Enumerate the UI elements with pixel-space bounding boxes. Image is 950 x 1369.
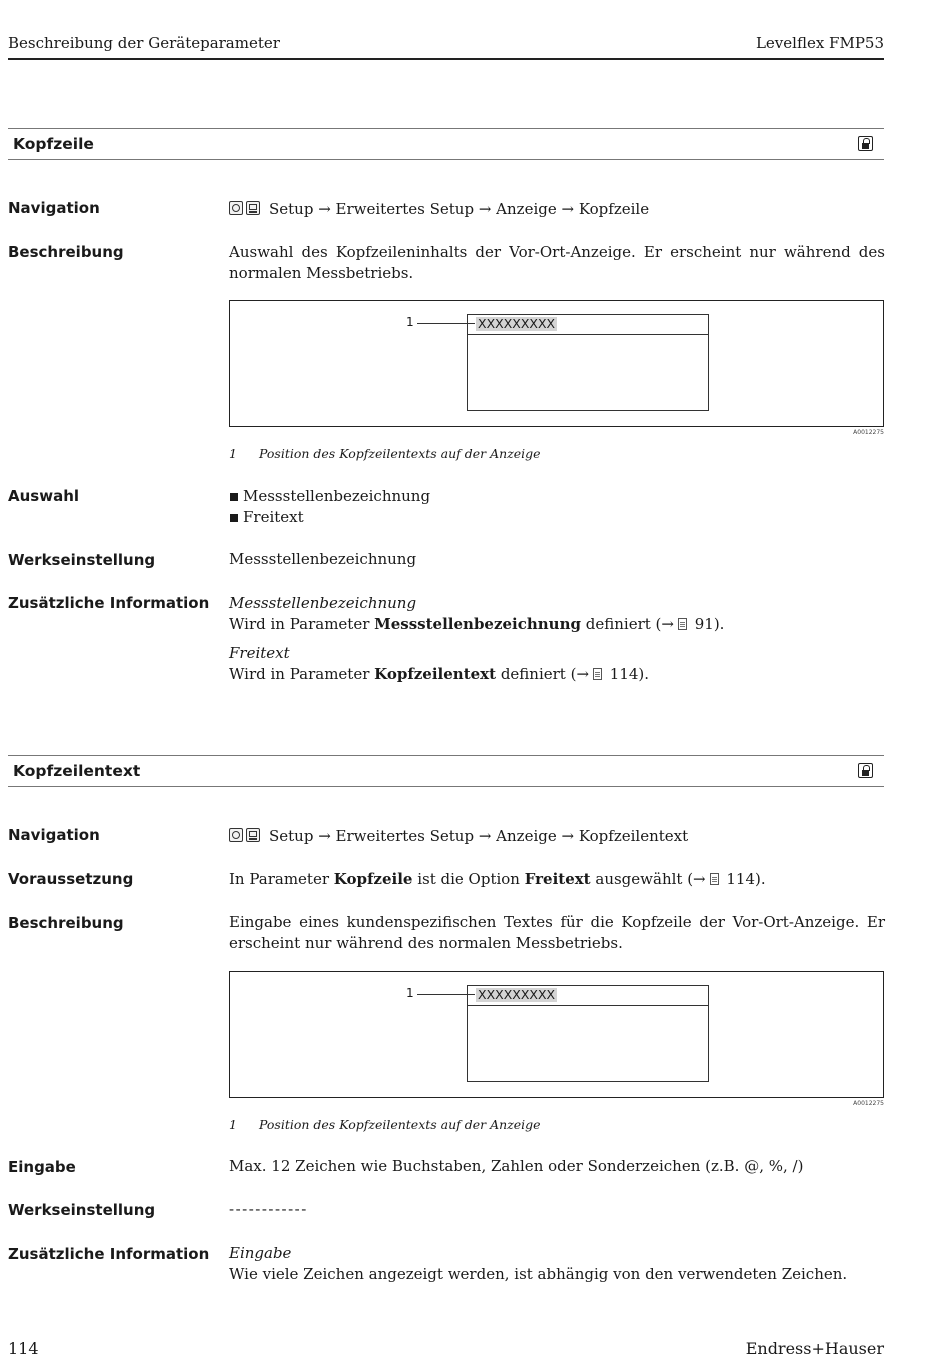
beschreibung-label: Beschreibung — [8, 914, 124, 932]
section-title-kopfzeilentext: Kopfzeilentext — [13, 762, 141, 780]
option-name: Freitext — [524, 870, 591, 888]
beschreibung-label: Beschreibung — [8, 243, 124, 261]
zusatz-block — [229, 1243, 885, 1285]
page-reference[interactable]: 114). — [721, 870, 766, 888]
werkseinstellung-value: ------------ — [229, 1200, 308, 1218]
section-rule-top — [8, 755, 884, 756]
navigation-label: Navigation — [8, 826, 100, 844]
eingabe-value: Max. 12 Zeichen wie Buchstaben, Zahlen oder Sonderzeichen (z.B. @, %, /) — [229, 1157, 804, 1175]
zusatz-heading: Freitext — [229, 644, 290, 662]
figure-id: A0012275 — [853, 1100, 884, 1107]
display-header-bar — [468, 315, 708, 335]
zusatz-text: Wie viele Zeichen angezeigt werden, ist abhängig von den verwendeten Zeichen. — [229, 1265, 848, 1283]
lock-icon — [858, 763, 873, 778]
beschreibung-text: Auswahl des Kopfzeileninhalts der Vor-Ort-Anzeige. Er erscheint nur während des normalen Messbetriebs. — [229, 243, 885, 282]
figure-id: A0012275 — [853, 429, 884, 436]
display-frame — [467, 314, 709, 411]
werkseinstellung-label: Werkseinstellung — [8, 1201, 156, 1219]
header-placeholder-text: XXXXXXXXX — [478, 316, 556, 331]
section-rule-top — [8, 128, 884, 129]
werkseinstellung-value: Messstellenbezeichnung — [229, 550, 417, 568]
page-header-product: Levelflex FMP53 — [755, 34, 884, 52]
navigation-label: Navigation — [8, 199, 100, 217]
section-rule-bottom — [8, 786, 884, 787]
list-item: Messstellenbezeichnung — [229, 486, 885, 507]
auswahl-label: Auswahl — [8, 487, 80, 505]
page-reference-icon — [710, 873, 719, 885]
navigation-path: Setup → Erweitertes Setup → Anzeige → Kopfzeile — [229, 199, 885, 220]
figure-caption: 1 Position des Kopfzeilentexts auf der Anzeige — [229, 446, 541, 461]
navigation-path: Setup → Erweitertes Setup → Anzeige → Kopfzeilentext — [229, 826, 885, 847]
parameter-name: Kopfzeilentext — [374, 665, 497, 683]
footer-company: Endress+Hauser — [745, 1339, 884, 1358]
page-reference[interactable]: 114). — [605, 665, 650, 683]
zusatz-label: Zusätzliche Information — [8, 594, 210, 612]
lock-icon — [858, 136, 873, 151]
beschreibung-text: Eingabe eines kundenspezifischen Textes für die Kopfzeile der Vor-Ort-Anzeige. Er erscheint nur während des normalen Messbetriebs. — [229, 913, 885, 952]
page-reference-icon — [593, 668, 602, 680]
voraussetzung-label: Voraussetzung — [8, 870, 134, 888]
zusatz-label: Zusätzliche Information — [8, 1245, 210, 1263]
voraussetzung-text: In Parameter Kopfzeile ist die Option Freitext ausgewählt (→ 114). — [229, 870, 766, 888]
page-reference-icon — [678, 618, 687, 630]
zusatz-block-2: Freitext Wird in Parameter Kopfzeilentext definiert (→ 114). — [229, 644, 650, 683]
page-reference[interactable]: 91). — [689, 615, 725, 633]
page-header-title: Beschreibung der Geräteparameter — [8, 34, 280, 52]
display-icon — [246, 201, 260, 215]
section-title-kopfzeile: Kopfzeile — [13, 135, 94, 153]
werkseinstellung-label: Werkseinstellung — [8, 551, 156, 569]
list-item: Freitext — [229, 507, 885, 528]
display-icon — [246, 828, 260, 842]
page-number: 114 — [8, 1339, 39, 1358]
zusatz-heading: Eingabe — [229, 1244, 292, 1262]
display-figure — [229, 300, 884, 427]
operating-icon — [229, 828, 243, 842]
figure-callout-number: 1 — [406, 315, 414, 329]
parameter-name: Kopfzeile — [333, 870, 413, 888]
display-figure — [229, 971, 884, 1098]
section-rule-bottom — [8, 159, 884, 160]
header-rule — [8, 58, 884, 60]
zusatz-heading: Messstellenbezeichnung — [229, 594, 417, 612]
operating-icon — [229, 201, 243, 215]
auswahl-list — [229, 486, 885, 528]
parameter-name: Messstellenbezeichnung — [374, 615, 581, 633]
display-header-bar — [468, 986, 708, 1006]
figure-callout-number: 1 — [406, 986, 414, 1000]
figure-caption: 1 Position des Kopfzeilentexts auf der Anzeige — [229, 1117, 541, 1132]
display-frame — [467, 985, 709, 1082]
header-placeholder-text: XXXXXXXXX — [478, 987, 556, 1002]
eingabe-label: Eingabe — [8, 1158, 76, 1176]
zusatz-block-1: Messstellenbezeichnung Wird in Parameter Messstellenbezeichnung definiert (→ 91). — [229, 594, 725, 633]
